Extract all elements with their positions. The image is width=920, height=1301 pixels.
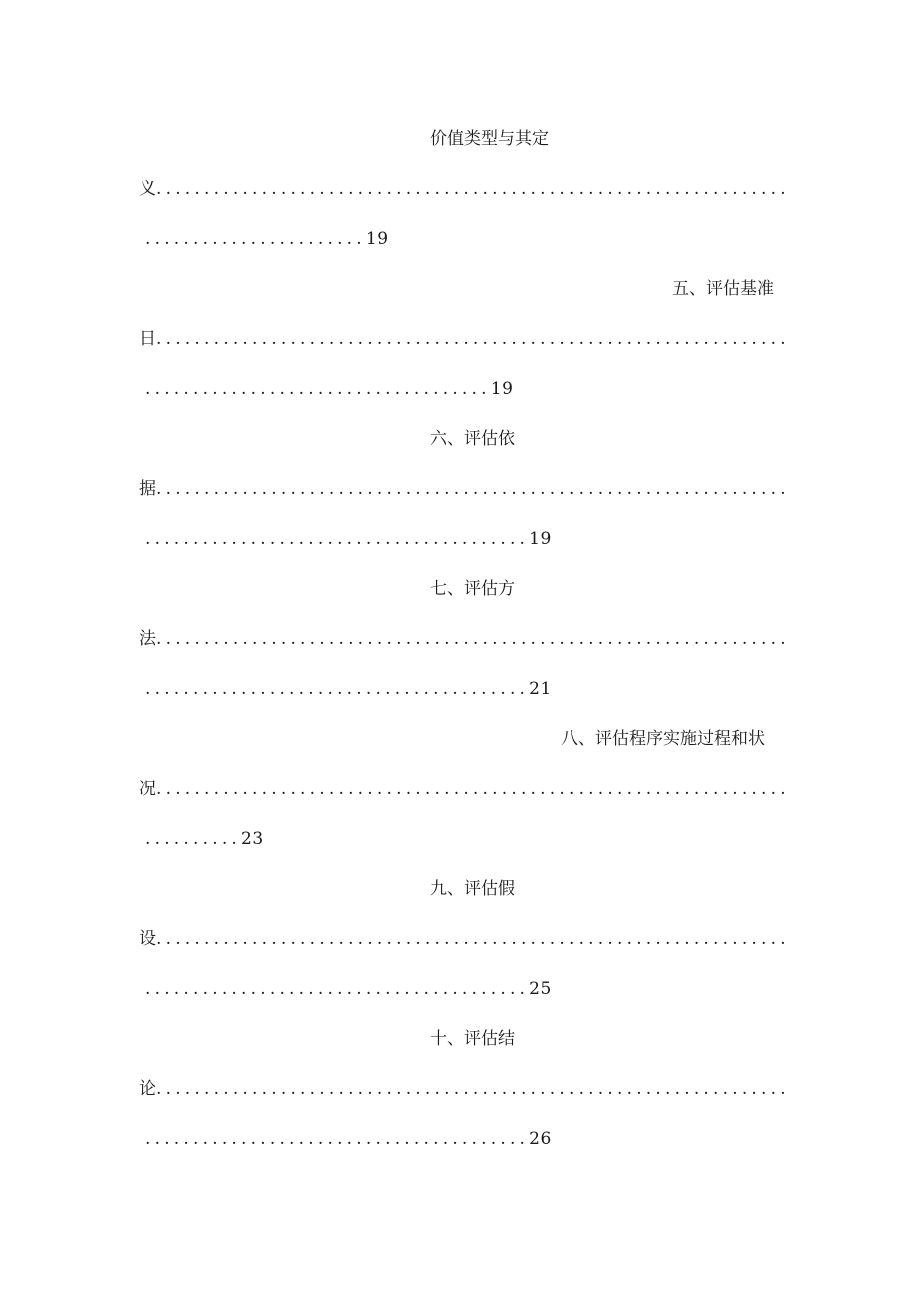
toc-entry-page-number: 19	[365, 229, 389, 249]
toc-entry-leader-dots: ........................................	[145, 679, 530, 699]
toc-entry-title-tail: 义	[139, 179, 156, 199]
toc-entry-leader-dots: ..................................................................	[156, 929, 790, 949]
toc-entry-title-tail: 况	[139, 779, 156, 799]
toc-entry-page-number: 25	[529, 979, 552, 999]
toc-entry-page-number: 19	[490, 379, 514, 399]
toc-entry-page-line[interactable]	[145, 378, 513, 400]
toc-entry-leader-line	[139, 328, 790, 350]
toc-entry-leader-dots: ..................................................................	[156, 1079, 790, 1099]
toc-entry-title-head: 五、评估基准	[672, 279, 774, 299]
toc-entry-page-line[interactable]	[145, 678, 552, 700]
toc-entry-leader-dots: ..................................................................	[156, 629, 790, 649]
toc-entry-leader-dots: ..................................................................	[156, 179, 790, 199]
toc-entry-leader-dots: ..........	[145, 829, 242, 849]
toc-entry-title-tail: 据	[139, 479, 156, 499]
toc-entry-leader-line	[139, 1078, 790, 1100]
toc-entry-leader-dots: .......................	[145, 229, 366, 249]
toc-entry-leader-line	[139, 478, 790, 500]
toc-entry-title-head: 六、评估依	[430, 429, 515, 449]
toc-entry-leader-line	[139, 778, 790, 800]
toc-entry-title-head: 九、评估假	[430, 879, 515, 899]
toc-entry-title-tail: 日	[139, 329, 156, 349]
toc-entry-leader-dots: ........................................	[145, 529, 530, 549]
toc-entry-leader-dots: ..................................................................	[156, 479, 790, 499]
toc-entry-page-line[interactable]	[145, 528, 552, 550]
toc-entry-page-number: 21	[529, 679, 552, 699]
toc-entry-leader-dots: ..................................................................	[156, 329, 790, 349]
toc-entry-page-line[interactable]	[145, 828, 264, 850]
toc-entry-title-head: 十、评估结	[430, 1029, 515, 1049]
toc-entry-title-tail: 设	[139, 929, 156, 949]
toc-entry-leader-dots: ....................................	[145, 379, 491, 399]
toc-entry-page-line[interactable]	[145, 1128, 552, 1150]
toc-entry-title-head: 七、评估方	[430, 579, 515, 599]
toc-entry-leader-line	[139, 178, 790, 200]
toc-entry-title-head: 八、评估程序实施过程和状	[561, 729, 765, 749]
toc-entry-leader-line	[139, 928, 790, 950]
toc-entry-title-tail: 法	[139, 629, 156, 649]
toc-entry-page-number: 23	[241, 829, 264, 849]
toc-entry-page-line[interactable]	[145, 228, 389, 250]
toc-entry-leader-line	[139, 628, 790, 650]
toc-entry-title-tail: 论	[139, 1079, 156, 1099]
toc-entry-page-number: 19	[529, 529, 552, 549]
toc-entry-leader-dots: ..................................................................	[156, 779, 790, 799]
toc-entry-leader-dots: ........................................	[145, 979, 530, 999]
toc-entry-page-line[interactable]	[145, 978, 552, 1000]
toc-entry-leader-dots: ........................................	[145, 1129, 530, 1149]
toc-entry-page-number: 26	[529, 1129, 552, 1149]
toc-entry-title-head: 价值类型与其定	[430, 129, 549, 149]
